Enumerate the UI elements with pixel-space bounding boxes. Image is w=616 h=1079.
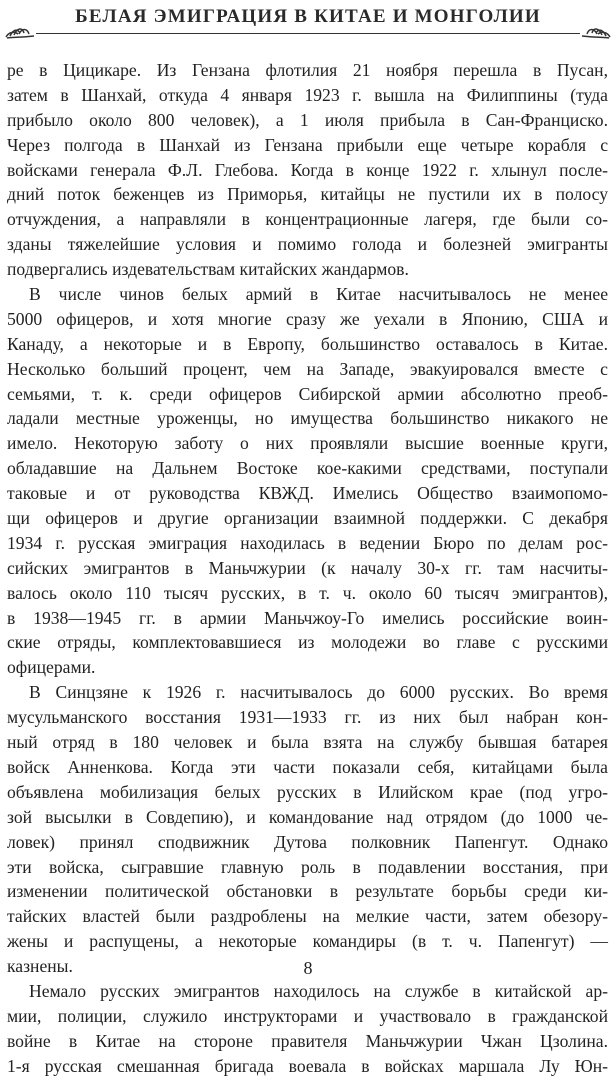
text-line: прибыло около 800 человек), а 1 июля прибыла в Сан-Франциско.	[7, 109, 608, 130]
text-line: войсками генерала Ф.Л. Глебова. Когда в конце 1922 г. хлынул после-	[7, 159, 608, 180]
paragraph	[7, 58, 608, 282]
ornament-right-icon	[580, 24, 612, 40]
text-line: эти войска, сыгравшие главную роль в подавлении восстания, при	[7, 856, 608, 877]
text-line: казнены.	[7, 956, 73, 977]
text-line: ный отряд в 180 человек и была взята на службу бывшая батарея	[7, 732, 608, 753]
text-line: в 1938—1945 гг. в армии Маньчжоу-Го имелись российские воин-	[7, 607, 608, 628]
text-line: Немало русских эмигрантов находилось на службе в китайской ар-	[29, 980, 608, 1001]
text-line: 1934 г. русская эмиграция находилась в ведении Бюро по делам рос-	[7, 532, 608, 553]
text-line: Канаду, а некоторые и в Европу, большинство оставалось в Китае.	[7, 333, 608, 354]
text-line: ловек) принял сподвижник Дутова полковник Папенгут. Однако	[7, 831, 608, 852]
text-line: обладавшие на Дальнем Востоке кое-какими средствами, поступали	[7, 458, 608, 479]
text-line: мусульманского восстания 1931—1933 гг. из них был набран кон-	[7, 707, 608, 728]
text-line: тайских властей были раздроблены на мелкие части, затем обезору-	[7, 906, 608, 927]
text-line: зой высылки в Совдепию), и командование над отрядом (до 1000 че-	[7, 806, 608, 827]
text-line: ские отряды, комплектовавшиеся из молодежи во главе с русскими	[7, 632, 608, 653]
text-line: В Синцзяне к 1926 г. насчитывалось до 6000 русских. Во время	[29, 682, 608, 703]
paragraph	[7, 680, 608, 979]
text-line: В числе чинов белых армий в Китае насчитывалось не менее	[29, 284, 608, 305]
text-line: офицерами.	[7, 657, 96, 678]
text-line: войск Анненкова. Когда эти части показали себя, китайцами была	[7, 756, 608, 777]
page-number: 8	[303, 958, 313, 978]
text-line: семьями, т. к. среди офицеров Сибирской армии абсолютно преоб-	[7, 383, 608, 404]
text-line: подвергались издевательствам китайских жандармов.	[7, 259, 409, 280]
text-line: зданы тяжелейшие условия и помимо голода и болезней эмигранты	[7, 234, 608, 255]
text-line: щи офицеров и другие организации взаимной поддержки. С декабря	[7, 508, 608, 529]
text-line: валось около 110 тысяч русских, в т. ч. около 60 тысяч эмигрантов),	[7, 582, 608, 603]
body-text	[7, 58, 608, 1079]
text-line: объявлена мобилизация белых русских в Илийском крае (под угро-	[7, 781, 608, 802]
text-line: Несколько больший процент, чем на Западе, эвакуировался вместе с	[7, 358, 608, 379]
text-line: таковые и от руководства КВЖД. Имелись Общество взаимопомо-	[7, 483, 608, 504]
running-header	[0, 0, 616, 40]
paragraph	[7, 282, 608, 680]
text-line: дний поток беженцев из Приморья, китайцы не пустили их в полосу	[7, 184, 608, 205]
text-line: Через полгода в Шанхай из Гензана прибыли еще четыре корабля с	[7, 134, 608, 155]
text-line: жены и распущены, а некоторые командиры (в т. ч. Папенгут) —	[7, 931, 608, 952]
text-line: сийских эмигрантов в Маньчжурии (к началу 30-х гг. там насчиты-	[7, 557, 608, 578]
text-line: ладали местные уроженцы, но имущества большинство никакого не	[7, 408, 608, 429]
text-line: отчуждения, а направляли в концентрационные лагеря, где были со-	[7, 209, 608, 230]
text-line: 1-я русская смешанная бригада воевала в войсках маршала Лу Юн-	[7, 1055, 608, 1076]
paragraph	[7, 979, 608, 1079]
text-line: мии, полиции, служило инструкторами и участвовало в гражданской	[7, 1005, 608, 1026]
text-line: ре в Цицикаре. Из Гензана флотилия 21 ноября перешла в Пусан,	[7, 60, 608, 80]
running-title: БЕЛАЯ ЭМИГРАЦИЯ В КИТАЕ И МОНГОЛИИ	[75, 6, 541, 27]
text-line: затем в Шанхай, откуда 4 января 1923 г. вышла на Филиппины (туда	[7, 84, 608, 105]
text-line: 5000 офицеров, и хотя многие сразу же уехали в Японию, США и	[7, 308, 608, 329]
header-rule	[36, 33, 580, 34]
text-line: войне в Китае на стороне правителя Маньчжурии Чжан Цзолина.	[7, 1030, 608, 1051]
text-line: изменении политической обстановки в результате борьбы среди ки-	[7, 881, 608, 902]
text-line: имело. Некоторую заботу о них проявляли высшие военные круги,	[7, 433, 608, 454]
